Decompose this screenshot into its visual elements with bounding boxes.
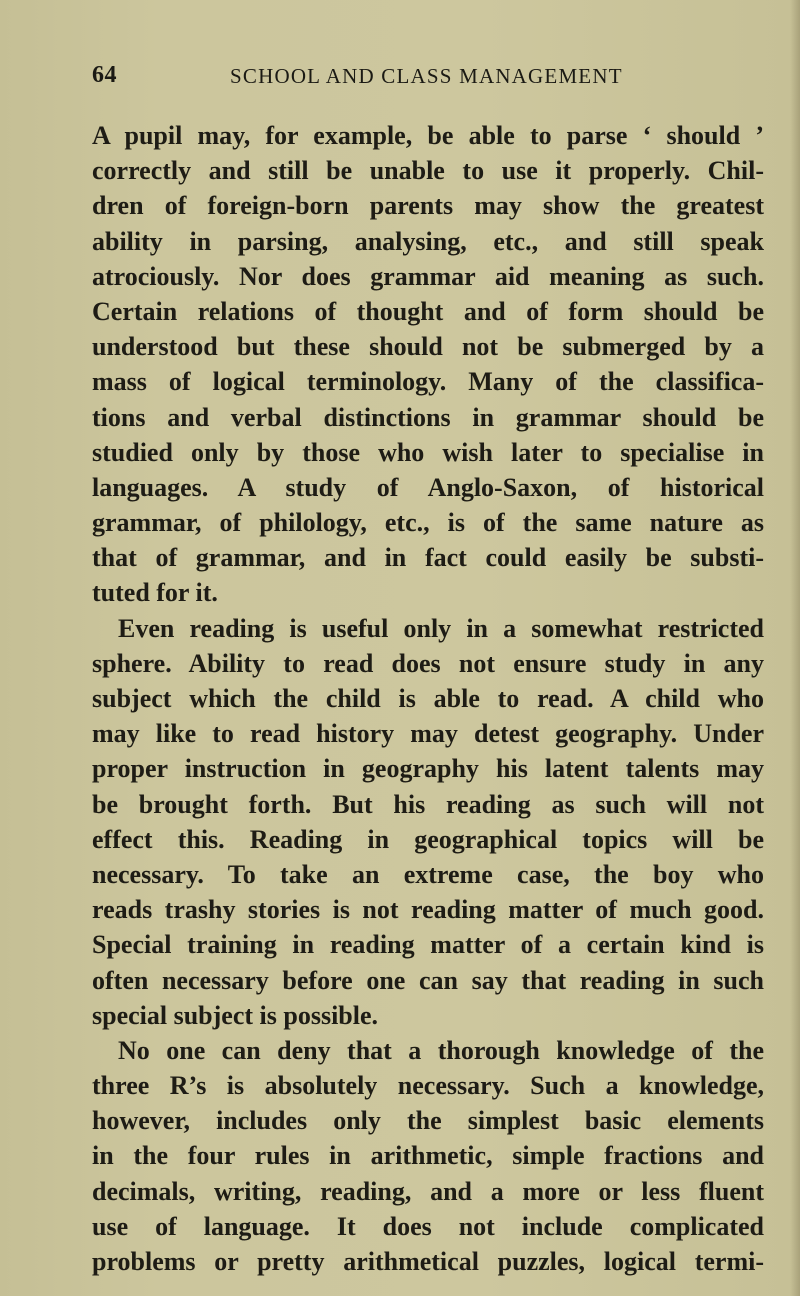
text-line: studied only by those who wish later to specialise in (92, 437, 764, 467)
body-text (92, 118, 764, 1279)
running-head: SCHOOL AND CLASS MANAGEMENT (230, 64, 623, 88)
text-line: decimals, writing, reading, and a more or less fluent (92, 1176, 764, 1206)
text-line: be brought forth. But his reading as such will not (92, 789, 764, 819)
page-edge-shadow (790, 0, 800, 1296)
text-line: Certain relations of thought and of form should be (92, 296, 764, 326)
text-line: languages. A study of Anglo-Saxon, of historical (92, 472, 764, 502)
text-line: correctly and still be unable to use it properly. Chil- (92, 156, 764, 186)
text-line: A pupil may, for example, be able to parse ‘ should ’ (92, 121, 764, 150)
text-line: No one can deny that a thorough knowledge of the (118, 1035, 764, 1065)
text-line: Special training in reading matter of a certain kind is (92, 930, 764, 960)
text-line: three R’s is absolutely necessary. Such a knowledge, (92, 1071, 764, 1101)
text-line: problems or pretty arithmetical puzzles, logical termi- (92, 1247, 764, 1276)
text-line: may like to read history may detest geography. Under (92, 719, 764, 749)
text-line: special subject is possible. (92, 1000, 379, 1030)
text-line: use of language. It does not include complicated (92, 1211, 764, 1241)
text-line: reads trashy stories is not reading matter of much good. (92, 895, 764, 925)
text-line: tuted for it. (92, 578, 218, 608)
text-line: that of grammar, and in fact could easily be substi- (92, 543, 764, 573)
page-header (92, 62, 742, 94)
text-line: in the four rules in arithmetic, simple fractions and (92, 1141, 764, 1171)
text-line: however, includes only the simplest basic elements (92, 1106, 764, 1136)
text-line: necessary. To take an extreme case, the boy who (92, 859, 764, 889)
text-line: atrociously. Nor does grammar aid meaning as such. (92, 261, 764, 291)
text-line: often necessary before one can say that reading in such (92, 965, 764, 995)
text-line: dren of foreign-born parents may show the greatest (92, 191, 764, 221)
text-line: mass of logical terminology. Many of the classifica- (92, 367, 764, 397)
text-line: sphere. Ability to read does not ensure study in any (92, 648, 764, 678)
text-line: ability in parsing, analysing, etc., and still speak (92, 226, 764, 256)
text-line: tions and verbal distinctions in grammar should be (92, 402, 764, 432)
text-line: subject which the child is able to read. A child who (92, 684, 764, 713)
text-line: effect this. Reading in geographical topics will be (92, 824, 764, 854)
text-line: Even reading is useful only in a somewhat restricted (118, 613, 764, 643)
text-line: understood but these should not be submerged by a (92, 332, 764, 362)
text-line: proper instruction in geography his latent talents may (92, 754, 764, 784)
text-line: grammar, of philology, etc., is of the same nature as (92, 508, 764, 538)
page-number: 64 (92, 62, 117, 88)
